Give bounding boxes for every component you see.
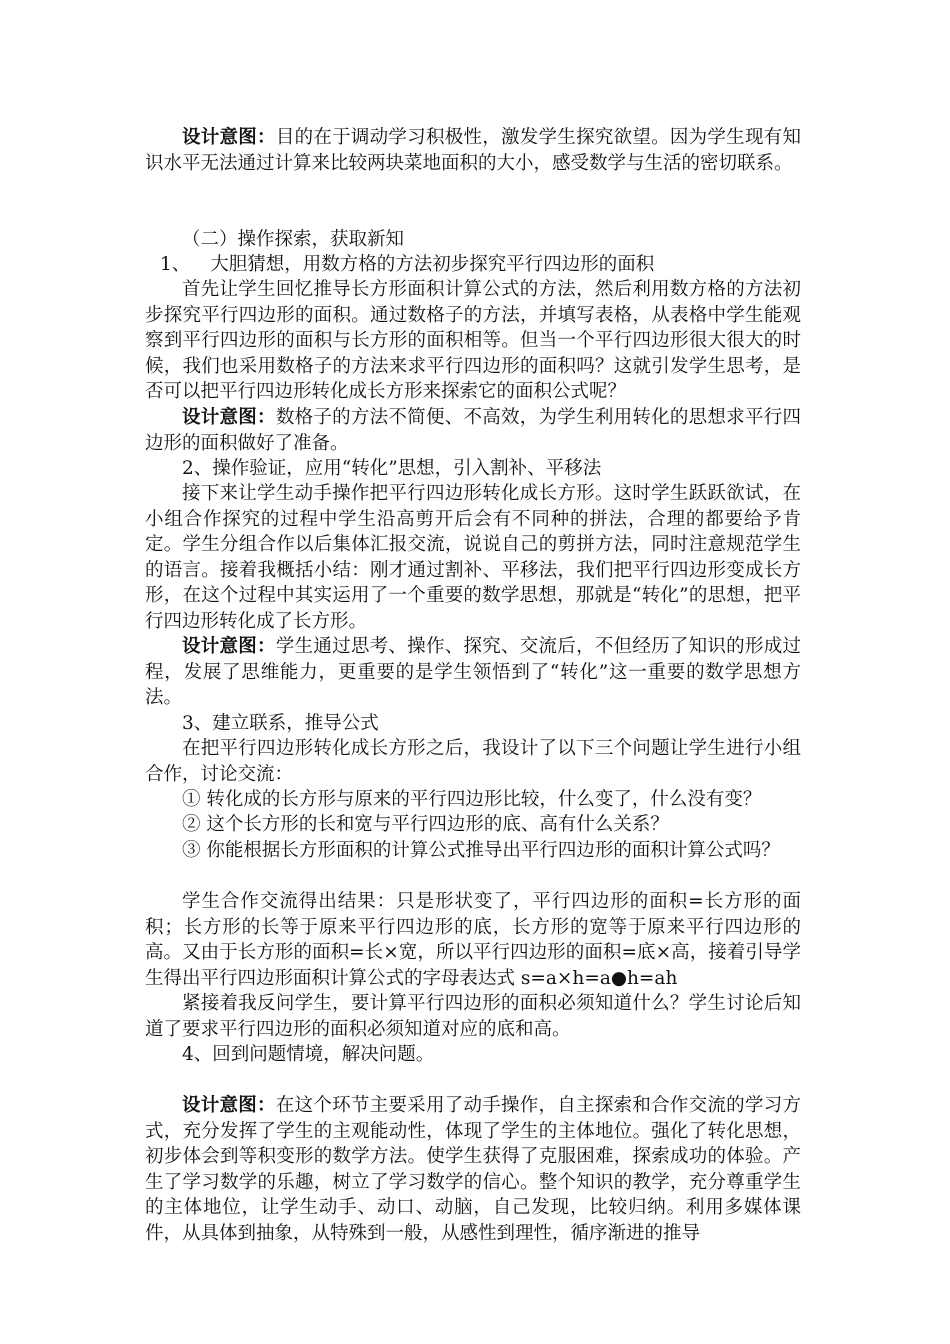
design-intent-text: 在这个环节主要采用了动手操作，自主探索和合作交流的学习方式，充分发挥了学生的主观能动性，体现了学生的主体地位。强化了转化思想，初步体会到等积变形的数学方法。使学生获得了克服困难，探索成功的体验。产生了学习数学的乐趣，树立了学习数学的信心。整个知识的教学，充分尊重学生的主体地位，让学生动手、动口、动脑，自己发现，比较归纳。利用多媒体课件，从具体到抽象，从特殊到一般，从感性到理性，循序渐进的推导 [145, 1095, 801, 1244]
design-intent-paragraph-2 [145, 405, 801, 456]
item-2-heading: 2、操作验证，应用“转化”思想，引入割补、平移法 [182, 458, 602, 479]
paragraph-5: 紧接着我反问学生，要计算平行四边形的面积必须知道什么？学生讨论后知道了要求平行四边形的面积必须知道对应的底和高。 [145, 993, 801, 1040]
paragraph-4: 学生合作交流得出结果：只是形状变了，平行四边形的面积=长方形的面积；长方形的长等于原来平行四边形的底，长方形的宽等于原来平行四边形的高。又由于长方形的面积=长×宽，所以平行四边形的面积=底×高，接着引导学生得出平行四边形面积计算公式的字母表达式 s=a×h=a●h=ah [145, 891, 801, 989]
paragraph-1: 首先让学生回忆推导长方形面积计算公式的方法，然后利用数方格的方法初步探究平行四边形的面积。通过数格子的方法，并填写表格，从表格中学生能观察到平行四边形的面积与长方形的面积相等。但当一个平行四边形很大很大的时候，我们也采用数格子的方法来求平行四边形的面积吗？这就引发学生思考，是否可以把平行四边形转化成长方形来探索它的面积公式呢？ [145, 279, 801, 402]
item-4-heading: 4、回到问题情境，解决问题。 [182, 1044, 435, 1065]
question-2: ② 这个长方形的长和宽与平行四边形的底、高有什么关系？ [182, 814, 669, 835]
design-intent-text: 数格子的方法不简便、不高效，为学生利用转化的思想求平行四边形的面积做好了准备。 [145, 407, 801, 454]
design-intent-text: 学生通过思考、操作、探究、交流后，不但经历了知识的形成过程，发展了思维能力，更重要的是学生领悟到了“转化”这一重要的数学思想方法。 [145, 636, 801, 708]
design-intent-label: 设计意图： [182, 636, 276, 657]
question-3: ③ 你能根据长方形面积的计算公式推导出平行四边形的面积计算公式吗？ [182, 840, 780, 861]
design-intent-label: 设计意图： [182, 127, 276, 148]
item-1-title: 大胆猜想，用数方格的方法初步探究平行四边形的面积 [210, 254, 655, 275]
section-heading: （二）操作探索，获取新知 [182, 229, 405, 250]
design-intent-paragraph-3 [145, 634, 801, 711]
item-1-heading [160, 252, 840, 278]
design-intent-label: 设计意图： [182, 407, 276, 428]
paragraph-3: 在把平行四边形转化成长方形之后，我设计了以下三个问题让学生进行小组合作，讨论交流： [145, 738, 801, 785]
design-intent-label: 设计意图： [182, 1095, 276, 1116]
paragraph-2: 接下来让学生动手操作把平行四边形转化成长方形。这时学生跃跃欲试，在小组合作探究的过程中学生沿高剪开后会有不同种的拼法，合理的都要给予肯定。学生分组合作以后集体汇报交流，说说自己的剪拼方法，同时注意规范学生的语言。接着我概括小结：刚才通过割补、平移法，我们把平行四边形变成长方形，在这个过程中其实运用了一个重要的数学思想，那就是“转化”的思想，把平行四边形转化成了长方形。 [145, 483, 801, 632]
design-intent-text: 目的在于调动学习积极性，激发学生探究欲望。因为学生现有知识水平无法通过计算来比较两块菜地面积的大小，感受数学与生活的密切联系。 [145, 127, 801, 174]
item-3-heading: 3、建立联系，推导公式 [182, 713, 379, 734]
question-1: ① 转化成的长方形与原来的平行四边形比较，什么变了，什么没有变？ [182, 789, 762, 810]
item-1-number: 1、 [160, 254, 191, 275]
design-intent-paragraph-1 [145, 125, 801, 176]
design-intent-paragraph-4 [145, 1093, 801, 1246]
